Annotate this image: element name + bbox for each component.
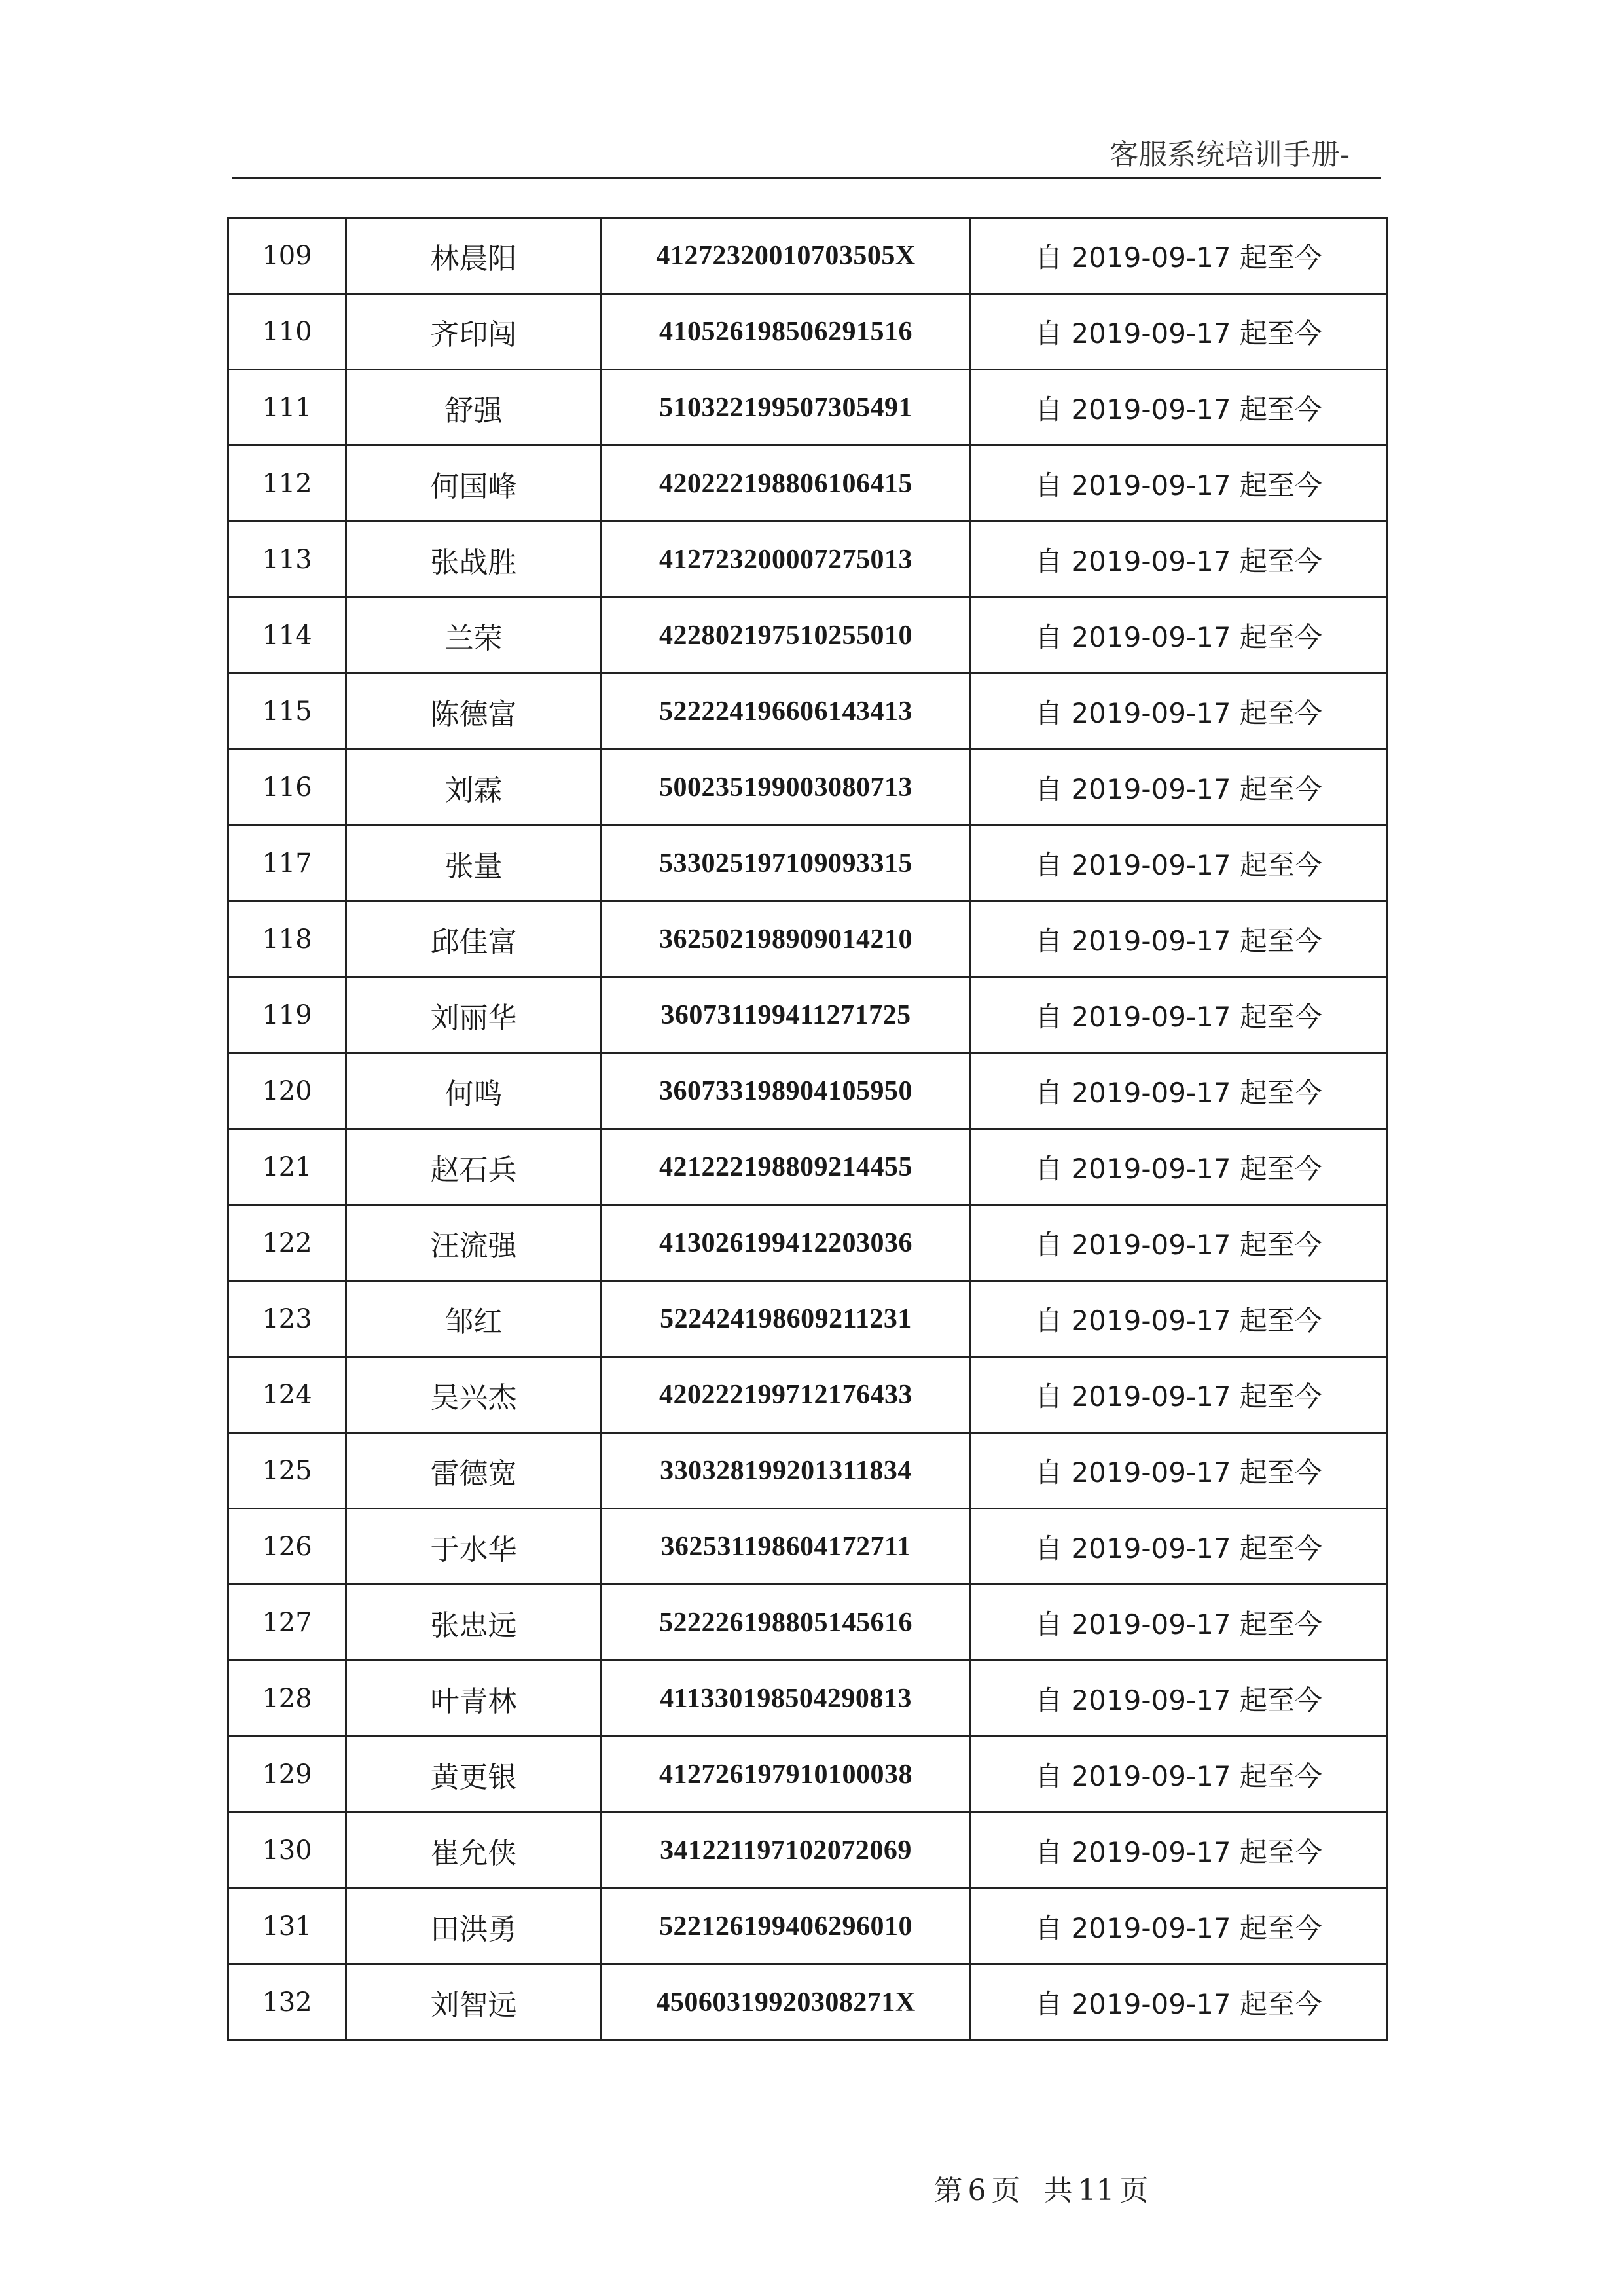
table-row — [228, 1053, 1387, 1129]
row-number-cell: 119 — [228, 977, 346, 1053]
period-cell: 自 2019-09-17 起至今 — [971, 1813, 1387, 1888]
page-header — [232, 124, 1381, 179]
id-number-cell: 360733198904105950 — [602, 1053, 971, 1129]
table-row — [228, 522, 1387, 598]
period-cell: 自 2019-09-17 起至今 — [971, 294, 1387, 370]
total-prefix: 共 — [1043, 2174, 1073, 2207]
table-row — [228, 1281, 1387, 1357]
row-number-cell: 115 — [228, 674, 346, 750]
name-cell: 刘霖 — [346, 750, 602, 825]
id-number-cell: 412723200007275013 — [602, 522, 971, 598]
id-number-cell: 45060319920308271X — [602, 1964, 971, 2040]
table-row — [228, 1813, 1387, 1888]
id-number-cell: 341221197102072069 — [602, 1813, 971, 1888]
row-number-cell: 125 — [228, 1433, 346, 1509]
name-cell: 叶青林 — [346, 1661, 602, 1737]
name-cell: 黄更银 — [346, 1737, 602, 1813]
period-cell: 自 2019-09-17 起至今 — [971, 522, 1387, 598]
row-number-cell: 120 — [228, 1053, 346, 1129]
page-word: 页 — [991, 2174, 1020, 2207]
name-cell: 赵石兵 — [346, 1129, 602, 1205]
table-row — [228, 1737, 1387, 1813]
table-row — [228, 977, 1387, 1053]
id-number-cell: 411330198504290813 — [602, 1661, 971, 1737]
table-row — [228, 1585, 1387, 1661]
table-row — [228, 294, 1387, 370]
table-row — [228, 1888, 1387, 1964]
name-cell: 何国峰 — [346, 446, 602, 522]
id-number-cell: 41272320010703505X — [602, 218, 971, 294]
period-cell: 自 2019-09-17 起至今 — [971, 1357, 1387, 1433]
period-cell: 自 2019-09-17 起至今 — [971, 901, 1387, 977]
id-number-cell: 410526198506291516 — [602, 294, 971, 370]
total-pages: 11 — [1077, 2174, 1115, 2207]
period-cell: 自 2019-09-17 起至今 — [971, 1585, 1387, 1661]
name-cell: 刘智远 — [346, 1964, 602, 2040]
roster-table — [227, 217, 1388, 2041]
id-number-cell: 522226198805145616 — [602, 1585, 971, 1661]
id-number-cell: 362531198604172711 — [602, 1509, 971, 1585]
row-number-cell: 122 — [228, 1205, 346, 1281]
table-row — [228, 825, 1387, 901]
row-number-cell: 131 — [228, 1888, 346, 1964]
name-cell: 雷德宽 — [346, 1433, 602, 1509]
name-cell: 汪流强 — [346, 1205, 602, 1281]
table-row — [228, 1964, 1387, 2040]
id-number-cell: 522126199406296010 — [602, 1888, 971, 1964]
period-cell: 自 2019-09-17 起至今 — [971, 218, 1387, 294]
row-number-cell: 117 — [228, 825, 346, 901]
name-cell: 刘丽华 — [346, 977, 602, 1053]
period-cell: 自 2019-09-17 起至今 — [971, 598, 1387, 674]
table-row — [228, 1509, 1387, 1585]
name-cell: 陈德富 — [346, 674, 602, 750]
row-number-cell: 126 — [228, 1509, 346, 1585]
name-cell: 崔允侠 — [346, 1813, 602, 1888]
row-number-cell: 113 — [228, 522, 346, 598]
row-number-cell: 116 — [228, 750, 346, 825]
table-row — [228, 1661, 1387, 1737]
name-cell: 齐印闯 — [346, 294, 602, 370]
table-row — [228, 598, 1387, 674]
name-cell: 林晨阳 — [346, 218, 602, 294]
id-number-cell: 362502198909014210 — [602, 901, 971, 977]
roster-table-body — [228, 218, 1387, 2040]
period-cell: 自 2019-09-17 起至今 — [971, 1129, 1387, 1205]
period-cell: 自 2019-09-17 起至今 — [971, 1053, 1387, 1129]
id-number-cell: 422802197510255010 — [602, 598, 971, 674]
total-word: 页 — [1119, 2174, 1149, 2207]
id-number-cell: 533025197109093315 — [602, 825, 971, 901]
period-cell: 自 2019-09-17 起至今 — [971, 674, 1387, 750]
name-cell: 舒强 — [346, 370, 602, 446]
id-number-cell: 330328199201311834 — [602, 1433, 971, 1509]
period-cell: 自 2019-09-17 起至今 — [971, 977, 1387, 1053]
period-cell: 自 2019-09-17 起至今 — [971, 446, 1387, 522]
period-cell: 自 2019-09-17 起至今 — [971, 750, 1387, 825]
period-cell: 自 2019-09-17 起至今 — [971, 370, 1387, 446]
row-number-cell: 121 — [228, 1129, 346, 1205]
id-number-cell: 420222198806106415 — [602, 446, 971, 522]
id-number-cell: 412726197910100038 — [602, 1737, 971, 1813]
table-row — [228, 446, 1387, 522]
name-cell: 张战胜 — [346, 522, 602, 598]
row-number-cell: 128 — [228, 1661, 346, 1737]
id-number-cell: 500235199003080713 — [602, 750, 971, 825]
table-row — [228, 1129, 1387, 1205]
table-row — [228, 1205, 1387, 1281]
table-row — [228, 674, 1387, 750]
row-number-cell: 110 — [228, 294, 346, 370]
table-row — [228, 218, 1387, 294]
row-number-cell: 129 — [228, 1737, 346, 1813]
id-number-cell: 522424198609211231 — [602, 1281, 971, 1357]
period-cell: 自 2019-09-17 起至今 — [971, 1281, 1387, 1357]
name-cell: 何鸣 — [346, 1053, 602, 1129]
id-number-cell: 360731199411271725 — [602, 977, 971, 1053]
row-number-cell: 118 — [228, 901, 346, 977]
row-number-cell: 127 — [228, 1585, 346, 1661]
name-cell: 兰荣 — [346, 598, 602, 674]
document-title: 客服系统培训手册- — [1110, 138, 1350, 172]
row-number-cell: 123 — [228, 1281, 346, 1357]
period-cell: 自 2019-09-17 起至今 — [971, 1509, 1387, 1585]
period-cell: 自 2019-09-17 起至今 — [971, 1888, 1387, 1964]
name-cell: 邹红 — [346, 1281, 602, 1357]
table-row — [228, 1357, 1387, 1433]
page-footer — [0, 2167, 1624, 2209]
name-cell: 田洪勇 — [346, 1888, 602, 1964]
name-cell: 邱佳富 — [346, 901, 602, 977]
row-number-cell: 132 — [228, 1964, 346, 2040]
name-cell: 张忠远 — [346, 1585, 602, 1661]
name-cell: 张量 — [346, 825, 602, 901]
row-number-cell: 112 — [228, 446, 346, 522]
row-number-cell: 124 — [228, 1357, 346, 1433]
row-number-cell: 109 — [228, 218, 346, 294]
name-cell: 吴兴杰 — [346, 1357, 602, 1433]
id-number-cell: 421222198809214455 — [602, 1129, 971, 1205]
table-row — [228, 1433, 1387, 1509]
table-row — [228, 370, 1387, 446]
period-cell: 自 2019-09-17 起至今 — [971, 1737, 1387, 1813]
period-cell: 自 2019-09-17 起至今 — [971, 1205, 1387, 1281]
row-number-cell: 114 — [228, 598, 346, 674]
period-cell: 自 2019-09-17 起至今 — [971, 1661, 1387, 1737]
row-number-cell: 130 — [228, 1813, 346, 1888]
period-cell: 自 2019-09-17 起至今 — [971, 1433, 1387, 1509]
table-row — [228, 750, 1387, 825]
id-number-cell: 522224196606143413 — [602, 674, 971, 750]
id-number-cell: 510322199507305491 — [602, 370, 971, 446]
page-prefix: 第 — [933, 2174, 963, 2207]
name-cell: 于水华 — [346, 1509, 602, 1585]
row-number-cell: 111 — [228, 370, 346, 446]
table-row — [228, 901, 1387, 977]
page-number: 6 — [967, 2174, 986, 2207]
period-cell: 自 2019-09-17 起至今 — [971, 825, 1387, 901]
period-cell: 自 2019-09-17 起至今 — [971, 1964, 1387, 2040]
id-number-cell: 413026199412203036 — [602, 1205, 971, 1281]
id-number-cell: 420222199712176433 — [602, 1357, 971, 1433]
